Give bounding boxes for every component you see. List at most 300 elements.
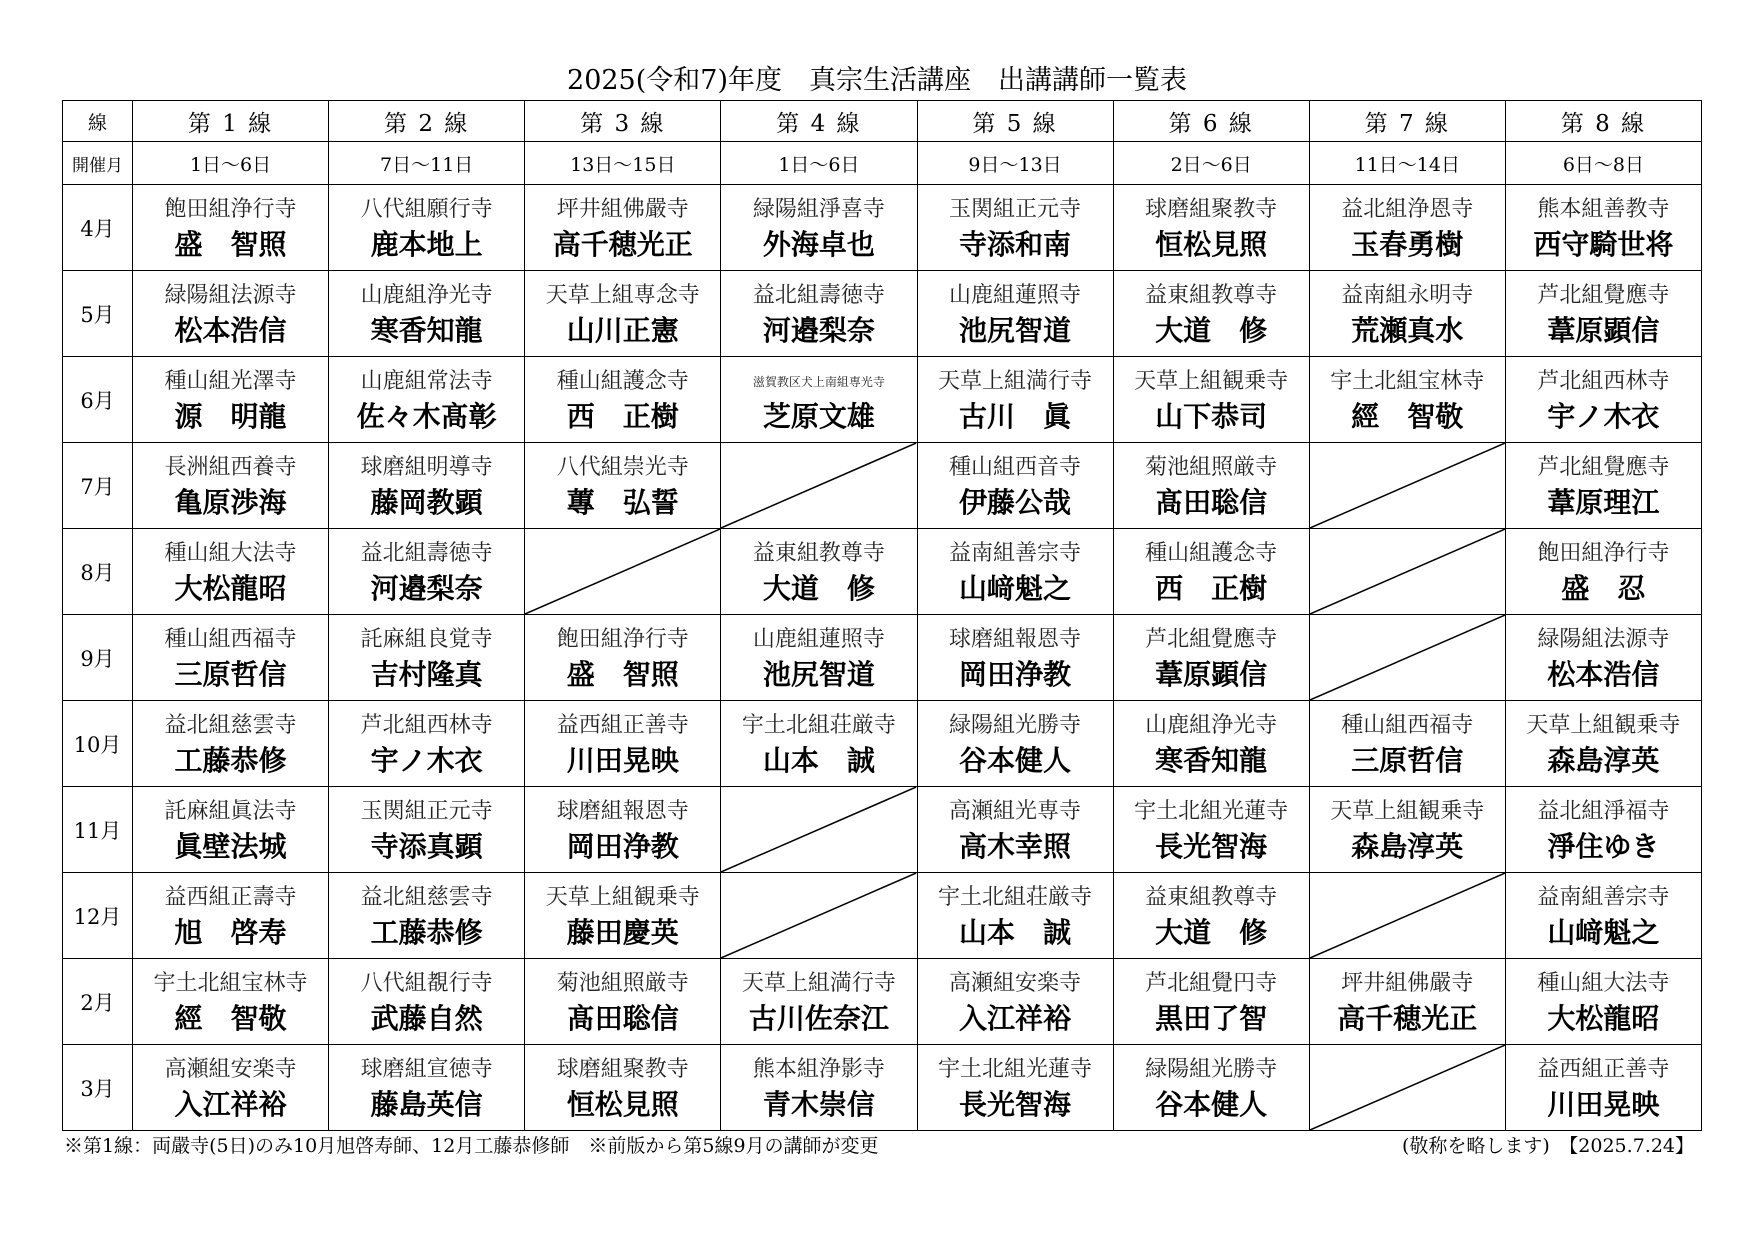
temple-name: 山鹿組常法寺	[360, 368, 493, 394]
line-header-3: 第 3 線	[525, 101, 721, 142]
schedule-cell	[721, 357, 917, 443]
schedule-cell	[1113, 529, 1309, 615]
temple-name: 長洲組西養寺	[164, 454, 297, 480]
temple-name: 山鹿組浄光寺	[1145, 712, 1278, 738]
lecturer-name: 松本浩信	[1547, 657, 1660, 691]
schedule-cell	[1113, 185, 1309, 271]
lecturer-name: 大松龍昭	[1547, 1001, 1660, 1035]
schedule-cell	[133, 615, 329, 701]
lecturer-name: 髙田聡信	[566, 1001, 679, 1035]
temple-name: 宇土北組荘厳寺	[938, 884, 1093, 910]
lecturer-name: 芝原文雄	[762, 399, 875, 433]
temple-name: 坪井組佛嚴寺	[1341, 970, 1474, 996]
lecturer-name: 山﨑魁之	[959, 571, 1072, 605]
lecturer-name: 葦原顕信	[1155, 657, 1268, 691]
schedule-cell	[329, 529, 525, 615]
month-label: 7月	[63, 443, 133, 529]
schedule-cell	[1113, 701, 1309, 787]
temple-name: 熊本組浄影寺	[752, 1056, 885, 1082]
corner-line-label: 線	[63, 101, 133, 142]
lecturer-name: 葦原理江	[1547, 485, 1660, 519]
temple-name: 天草上組観乗寺	[1526, 712, 1681, 738]
temple-name: 宇土北組荘厳寺	[741, 712, 896, 738]
temple-name: 天草上組観乗寺	[1134, 368, 1289, 394]
line-header-8: 第 8 線	[1505, 101, 1701, 142]
temple-name: 球磨組報恩寺	[949, 626, 1082, 652]
temple-name: 緑陽組光勝寺	[949, 712, 1082, 738]
temple-name: 宇土北組宝林寺	[153, 970, 308, 996]
lecturer-name: 西 正樹	[566, 399, 679, 433]
temple-name: 宇土北組宝林寺	[1330, 368, 1485, 394]
temple-name: 種山組光澤寺	[164, 368, 297, 394]
temple-name: 緑陽組光勝寺	[1145, 1056, 1278, 1082]
header-row-lines	[63, 101, 1702, 142]
temple-name: 球磨組明導寺	[360, 454, 493, 480]
temple-name: 飽田組浄行寺	[1537, 540, 1670, 566]
schedule-cell	[917, 959, 1113, 1045]
schedule-cell	[1113, 443, 1309, 529]
temple-name: 種山組大法寺	[1537, 970, 1670, 996]
lecturer-name: 西 正樹	[1155, 571, 1268, 605]
lecturer-name: 藤島英信	[370, 1087, 483, 1121]
lecturer-name: 谷本健人	[1155, 1087, 1268, 1121]
lecturer-name: 佐々木髙彰	[356, 399, 497, 433]
temple-name: 種山組西音寺	[949, 454, 1082, 480]
lecturer-name: 池尻智道	[762, 657, 875, 691]
lecturer-name: 工藤恭修	[174, 743, 287, 777]
temple-name: 託麻組眞法寺	[164, 798, 297, 824]
schedule-cell	[917, 873, 1113, 959]
footer-note: ※第1線：両嚴寺(5日)のみ10月旭啓寿師、12月工藤恭修師 ※前版から第5線9月の講師が変更	[64, 1135, 879, 1157]
temple-name: 球磨組宣徳寺	[360, 1056, 493, 1082]
temple-name: 益東組教尊寺	[1145, 282, 1278, 308]
diagonal-slash	[1310, 615, 1505, 700]
line-header-2: 第 2 線	[329, 101, 525, 142]
temple-name: 天草上組観乗寺	[1330, 798, 1485, 824]
lecturer-name: 旭 啓寿	[174, 915, 287, 949]
temple-name: 益西組正善寺	[1537, 1056, 1670, 1082]
lecturer-name: 大道 修	[1155, 915, 1268, 949]
diagonal-slash	[721, 873, 916, 958]
month-row	[63, 701, 1702, 787]
month-label: 2月	[63, 959, 133, 1045]
month-label: 3月	[63, 1045, 133, 1131]
temple-name: 種山組西福寺	[1341, 712, 1474, 738]
schedule-cell	[721, 615, 917, 701]
schedule-cell	[133, 529, 329, 615]
temple-name: 山鹿組蓮照寺	[949, 282, 1082, 308]
temple-name: 芦北組西林寺	[1537, 368, 1670, 394]
month-row	[63, 443, 1702, 529]
schedule-cell	[1505, 271, 1701, 357]
lecturer-name: 高千穂光正	[1337, 1001, 1478, 1035]
line-header-5: 第 5 線	[917, 101, 1113, 142]
schedule-cell	[329, 1045, 525, 1131]
schedule-cell	[133, 959, 329, 1045]
lecturer-name: 淨住ゆき	[1547, 829, 1660, 863]
schedule-cell	[525, 787, 721, 873]
schedule-cell	[133, 443, 329, 529]
lecturer-name: 山川正憲	[566, 313, 679, 347]
schedule-cell	[721, 959, 917, 1045]
schedule-cell	[917, 529, 1113, 615]
temple-name: 緑陽組法源寺	[1537, 626, 1670, 652]
month-label: 11月	[63, 787, 133, 873]
date-range-6: 2日～6日	[1113, 142, 1309, 185]
schedule-cell	[1505, 443, 1701, 529]
temple-name: 芦北組覺應寺	[1537, 282, 1670, 308]
schedule-cell	[1113, 271, 1309, 357]
temple-name: 益東組教尊寺	[752, 540, 885, 566]
schedule-cell	[1309, 959, 1505, 1045]
schedule-cell	[133, 271, 329, 357]
line-header-4: 第 4 線	[721, 101, 917, 142]
lecturer-name: 寺添和南	[959, 227, 1072, 261]
lecturer-name: 長光智海	[959, 1087, 1072, 1121]
lecturer-name: 川田晃映	[1547, 1087, 1660, 1121]
schedule-cell	[1505, 701, 1701, 787]
date-range-3: 13日～15日	[525, 142, 721, 185]
lecturer-name: 古川 眞	[959, 399, 1072, 433]
schedule-cell	[329, 873, 525, 959]
lecturer-name: 經 智敬	[174, 1001, 287, 1035]
schedule-cell	[525, 615, 721, 701]
schedule-cell	[525, 701, 721, 787]
lecturer-name: 山﨑魁之	[1547, 915, 1660, 949]
month-row	[63, 959, 1702, 1045]
lecturer-name: 河邉梨奈	[762, 313, 875, 347]
lecturer-name: 山本 誠	[959, 915, 1072, 949]
temple-name: 菊池組照厳寺	[1145, 454, 1278, 480]
date-range-5: 9日～13日	[917, 142, 1113, 185]
corner-month-label: 開催月	[63, 142, 133, 185]
month-label: 12月	[63, 873, 133, 959]
temple-name: 菊池組照厳寺	[556, 970, 689, 996]
lecturer-name: 西守騎世将	[1533, 227, 1674, 261]
schedule-cell	[133, 1045, 329, 1131]
lecturer-name: 寒香知龍	[370, 313, 483, 347]
temple-name: 高瀬組安楽寺	[164, 1056, 297, 1082]
empty-cell	[1309, 443, 1505, 529]
temple-name: 芦北組覺円寺	[1145, 970, 1278, 996]
diagonal-slash	[1310, 443, 1505, 528]
lecturer-name: 岡田浄教	[566, 829, 679, 863]
schedule-cell	[917, 1045, 1113, 1131]
empty-cell	[1309, 1045, 1505, 1131]
lecturer-name: 盛 智照	[174, 227, 287, 261]
schedule-cell	[329, 615, 525, 701]
month-row	[63, 185, 1702, 271]
date-range-7: 11日～14日	[1309, 142, 1505, 185]
month-row	[63, 271, 1702, 357]
lecturer-name: 山下恭司	[1155, 399, 1268, 433]
date-range-1: 1日～6日	[133, 142, 329, 185]
temple-name: 熊本組善教寺	[1537, 196, 1670, 222]
schedule-cell	[525, 873, 721, 959]
month-row	[63, 357, 1702, 443]
diagonal-slash	[721, 787, 916, 872]
month-label: 4月	[63, 185, 133, 271]
lecturer-name: 盛 忍	[1561, 571, 1646, 605]
lecturer-name: 藤岡教顕	[370, 485, 483, 519]
page-title: 2025(令和7)年度 真宗生活講座 出講講師一覧表	[567, 65, 1187, 96]
month-row	[63, 873, 1702, 959]
schedule-cell	[525, 1045, 721, 1131]
schedule-cell	[1505, 873, 1701, 959]
month-label: 8月	[63, 529, 133, 615]
lecturer-name: 谷本健人	[959, 743, 1072, 777]
schedule-cell	[1309, 271, 1505, 357]
temple-name: 玉関組正元寺	[360, 798, 493, 824]
diagonal-slash	[525, 529, 720, 614]
lecturer-name: 宇ノ木衣	[1547, 399, 1660, 433]
schedule-cell	[525, 357, 721, 443]
lecturer-name: 眞壁法城	[174, 829, 287, 863]
temple-name: 八代組崇光寺	[556, 454, 689, 480]
lecturer-name: 池尻智道	[959, 313, 1072, 347]
schedule-cell	[917, 701, 1113, 787]
temple-name: 緑陽組淨喜寺	[752, 196, 885, 222]
schedule-cell	[1505, 357, 1701, 443]
schedule-cell	[329, 959, 525, 1045]
temple-name: 高瀬組安楽寺	[949, 970, 1082, 996]
temple-name: 飽田組浄行寺	[556, 626, 689, 652]
temple-name: 種山組護念寺	[1145, 540, 1278, 566]
lecturer-name: 武藤自然	[370, 1001, 483, 1035]
schedule-cell	[1505, 615, 1701, 701]
schedule-cell	[1505, 529, 1701, 615]
temple-name: 天草上組満行寺	[938, 368, 1093, 394]
schedule-cell	[1505, 787, 1701, 873]
schedule-cell	[1113, 1045, 1309, 1131]
schedule-cell	[917, 185, 1113, 271]
line-header-7: 第 7 線	[1309, 101, 1505, 142]
temple-name: 坪井組佛嚴寺	[556, 196, 689, 222]
schedule-cell	[917, 787, 1113, 873]
lecturer-name: 大道 修	[1155, 313, 1268, 347]
lecturer-name: 森島淳英	[1351, 829, 1464, 863]
empty-cell	[525, 529, 721, 615]
lecturer-name: 寒香知龍	[1155, 743, 1268, 777]
month-row	[63, 787, 1702, 873]
lecturer-name: 外海卓也	[762, 227, 875, 261]
schedule-cell	[329, 271, 525, 357]
empty-cell	[1309, 615, 1505, 701]
temple-name: 玉関組正元寺	[949, 196, 1082, 222]
lecturer-name: 高木幸照	[959, 829, 1072, 863]
lecturer-name: 松本浩信	[174, 313, 287, 347]
schedule-cell	[1309, 185, 1505, 271]
line-header-6: 第 6 線	[1113, 101, 1309, 142]
temple-name: 益西組正善寺	[556, 712, 689, 738]
lecturer-name: 經 智敬	[1351, 399, 1464, 433]
schedule-cell	[721, 701, 917, 787]
schedule-cell	[1113, 787, 1309, 873]
schedule-cell	[917, 357, 1113, 443]
temple-name: 天草上組観乗寺	[545, 884, 700, 910]
temple-name: 益西組正壽寺	[164, 884, 297, 910]
temple-name: 種山組大法寺	[164, 540, 297, 566]
temple-name: 益北組慈雲寺	[164, 712, 297, 738]
lecturer-name: 長光智海	[1155, 829, 1268, 863]
lecturer-name: 黒田了智	[1155, 1001, 1268, 1035]
schedule-cell	[721, 185, 917, 271]
month-row	[63, 615, 1702, 701]
schedule-cell	[1309, 357, 1505, 443]
empty-cell	[1309, 529, 1505, 615]
temple-name: 芦北組西林寺	[360, 712, 493, 738]
schedule-cell	[1113, 615, 1309, 701]
schedule-cell	[1505, 959, 1701, 1045]
diagonal-slash	[721, 443, 916, 528]
lecturer-name: 工藤恭修	[370, 915, 483, 949]
schedule-cell	[917, 443, 1113, 529]
lecturer-name: 玉春勇樹	[1351, 227, 1464, 261]
schedule-cell	[329, 185, 525, 271]
lecturer-name: 盛 智照	[566, 657, 679, 691]
temple-name: 高瀬組光専寺	[949, 798, 1082, 824]
temple-name: 芦北組覺應寺	[1145, 626, 1278, 652]
schedule-cell	[917, 615, 1113, 701]
temple-name: 益東組教尊寺	[1145, 884, 1278, 910]
lecturer-name: 高千穂光正	[552, 227, 693, 261]
diagonal-slash	[1310, 1045, 1505, 1130]
line-header-1: 第 1 線	[133, 101, 329, 142]
temple-name: 宇土北組光蓮寺	[1134, 798, 1289, 824]
schedule-cell	[721, 529, 917, 615]
empty-cell	[1309, 873, 1505, 959]
temple-name: 益南組永明寺	[1341, 282, 1474, 308]
lecturer-name: 蓴 弘誓	[566, 485, 679, 519]
schedule-cell	[525, 443, 721, 529]
temple-name: 飽田組浄行寺	[164, 196, 297, 222]
lecturer-name: 岡田浄教	[959, 657, 1072, 691]
temple-name: 宇土北組光蓮寺	[938, 1056, 1093, 1082]
lecturer-name: 青木崇信	[762, 1087, 875, 1121]
schedule-cell	[917, 271, 1113, 357]
schedule-cell	[525, 185, 721, 271]
lecturer-name: 大道 修	[762, 571, 875, 605]
schedule-cell	[133, 873, 329, 959]
schedule-cell	[329, 701, 525, 787]
temple-name: 益北組壽徳寺	[360, 540, 493, 566]
month-row	[63, 1045, 1702, 1131]
lecturer-name: 入江祥裕	[959, 1001, 1072, 1035]
schedule-cell	[133, 357, 329, 443]
temple-name: 山鹿組浄光寺	[360, 282, 493, 308]
lecturer-name: 吉村隆真	[370, 657, 483, 691]
lecturer-name: 森島淳英	[1547, 743, 1660, 777]
temple-name: 八代組願行寺	[360, 196, 493, 222]
temple-name: 滋賀教区犬上南組専光寺	[752, 374, 885, 389]
temple-name: 種山組護念寺	[556, 368, 689, 394]
schedule-cell	[525, 271, 721, 357]
schedule-cell	[1113, 873, 1309, 959]
schedule-cell	[133, 185, 329, 271]
date-range-2: 7日～11日	[329, 142, 525, 185]
date-range-4: 1日～6日	[721, 142, 917, 185]
lecturer-name: 三原哲信	[1351, 743, 1464, 777]
temple-name: 球磨組聚教寺	[556, 1056, 689, 1082]
lecturer-name: 宇ノ木衣	[370, 743, 483, 777]
month-label: 9月	[63, 615, 133, 701]
lecturer-name: 寺添真顕	[370, 829, 483, 863]
temple-name: 益南組善宗寺	[1537, 884, 1670, 910]
schedule-cell	[1113, 959, 1309, 1045]
lecturer-name: 葦原顕信	[1547, 313, 1660, 347]
lecturer-name: 川田晃映	[566, 743, 679, 777]
schedule-table	[62, 100, 1702, 1131]
temple-name: 球磨組聚教寺	[1145, 196, 1278, 222]
empty-cell	[721, 873, 917, 959]
schedule-cell	[1505, 185, 1701, 271]
month-row	[63, 529, 1702, 615]
date-range-8: 6日～8日	[1505, 142, 1701, 185]
temple-name: 益北組淨福寺	[1537, 798, 1670, 824]
month-label: 10月	[63, 701, 133, 787]
month-label: 6月	[63, 357, 133, 443]
schedule-cell	[721, 271, 917, 357]
schedule-cell	[1309, 787, 1505, 873]
temple-name: 球磨組報恩寺	[556, 798, 689, 824]
lecturer-name: 河邉梨奈	[370, 571, 483, 605]
schedule-cell	[721, 1045, 917, 1131]
empty-cell	[721, 443, 917, 529]
schedule-cell	[1113, 357, 1309, 443]
diagonal-slash	[1310, 873, 1505, 958]
schedule-cell	[525, 959, 721, 1045]
temple-name: 緑陽組法源寺	[164, 282, 297, 308]
lecturer-name: 髙田聡信	[1155, 485, 1268, 519]
temple-name: 益南組善宗寺	[949, 540, 1082, 566]
lecturer-name: 源 明龍	[174, 399, 287, 433]
schedule-cell	[329, 357, 525, 443]
schedule-cell	[133, 787, 329, 873]
temple-name: 益北組浄恩寺	[1341, 196, 1474, 222]
schedule-cell	[329, 443, 525, 529]
temple-name: 芦北組覺應寺	[1537, 454, 1670, 480]
lecturer-name: 恒松見照	[566, 1087, 679, 1121]
lecturer-name: 藤田慶英	[566, 915, 679, 949]
lecturer-name: 伊藤公哉	[959, 485, 1072, 519]
lecturer-name: 恒松見照	[1155, 227, 1268, 261]
temple-name: 種山組西福寺	[164, 626, 297, 652]
lecturer-name: 入江祥裕	[174, 1087, 287, 1121]
lecturer-name: 鹿本地上	[370, 227, 483, 261]
temple-name: 託麻組良覚寺	[360, 626, 493, 652]
diagonal-slash	[1310, 529, 1505, 614]
header-row-dates	[63, 142, 1702, 185]
schedule-cell	[133, 701, 329, 787]
schedule-cell	[1309, 701, 1505, 787]
temple-name: 益北組壽徳寺	[752, 282, 885, 308]
temple-name: 天草上組専念寺	[545, 282, 700, 308]
lecturer-name: 三原哲信	[174, 657, 287, 691]
temple-name: 八代組覩行寺	[360, 970, 493, 996]
temple-name: 天草上組満行寺	[741, 970, 896, 996]
lecturer-name: 大松龍昭	[174, 571, 287, 605]
lecturer-name: 山本 誠	[762, 743, 875, 777]
temple-name: 益北組慈雲寺	[360, 884, 493, 910]
temple-name: 山鹿組蓮照寺	[752, 626, 885, 652]
lecturer-name: 亀原渉海	[174, 485, 287, 519]
month-label: 5月	[63, 271, 133, 357]
lecturer-name: 古川佐奈江	[748, 1001, 889, 1035]
schedule-cell	[329, 787, 525, 873]
lecturer-name: 荒瀬真水	[1351, 313, 1464, 347]
footer-date-note: (敬称を略します) 【2025.7.24】	[1401, 1135, 1694, 1157]
schedule-cell	[1505, 1045, 1701, 1131]
